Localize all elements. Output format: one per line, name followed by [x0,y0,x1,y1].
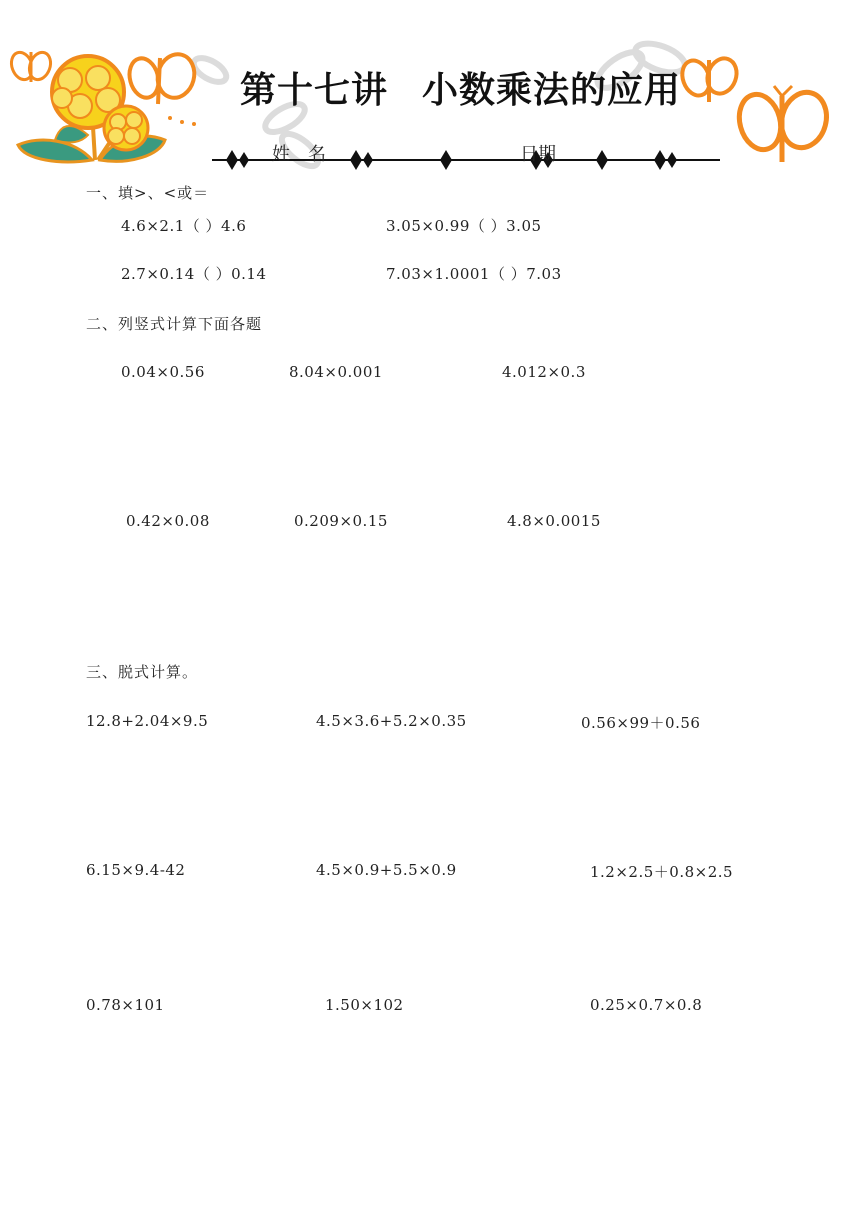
stepwise-calc-item: 4.5×0.9+5.5×0.9 [316,861,457,879]
section-1-heading: 一、填>、<或＝ [86,184,210,202]
vertical-calc-item: 0.209×0.15 [294,512,388,530]
butterfly-icon [733,86,832,162]
section-2-heading: 二、列竖式计算下面各题 [86,315,263,333]
lesson-number: 第十七讲 [240,70,389,111]
section-3-heading: 三、脱式计算。 [86,663,199,681]
stepwise-calc-item: 1.50×102 [325,996,404,1014]
compare-item: 2.7×0.14（ ）0.14 [121,265,267,283]
vertical-calc-item: 0.42×0.08 [126,512,210,530]
butterfly-icon [678,54,742,102]
stepwise-calc-item: 0.25×0.7×0.8 [590,996,703,1014]
vertical-calc-item: 4.8×0.0015 [507,512,601,530]
stepwise-calc-item: 6.15×9.4-42 [86,861,186,879]
vertical-calc-item: 0.04×0.56 [121,363,205,381]
stepwise-calc-item: 12.8+2.04×9.5 [86,712,209,730]
date-label: 日期 [520,144,556,165]
stepwise-calc-item: 0.56×99＋0.56 [581,714,701,732]
stepwise-calc-item: 1.2×2.5＋0.8×2.5 [590,863,734,881]
compare-item: 7.03×1.0001（ ）7.03 [386,265,562,283]
compare-item: 4.6×2.1（ ）4.6 [121,217,247,235]
vertical-calc-item: 8.04×0.001 [289,363,383,381]
name-label: 姓 名 [272,144,326,165]
lesson-topic: 小数乘法的应用 [422,70,682,111]
stepwise-calc-item: 0.78×101 [86,996,165,1014]
vertical-calc-item: 4.012×0.3 [502,363,586,381]
page-title [240,62,681,113]
butterfly-icon [8,49,54,82]
compare-item: 3.05×0.99（ ）3.05 [386,217,542,235]
stepwise-calc-item: 4.5×3.6+5.2×0.35 [316,712,467,730]
